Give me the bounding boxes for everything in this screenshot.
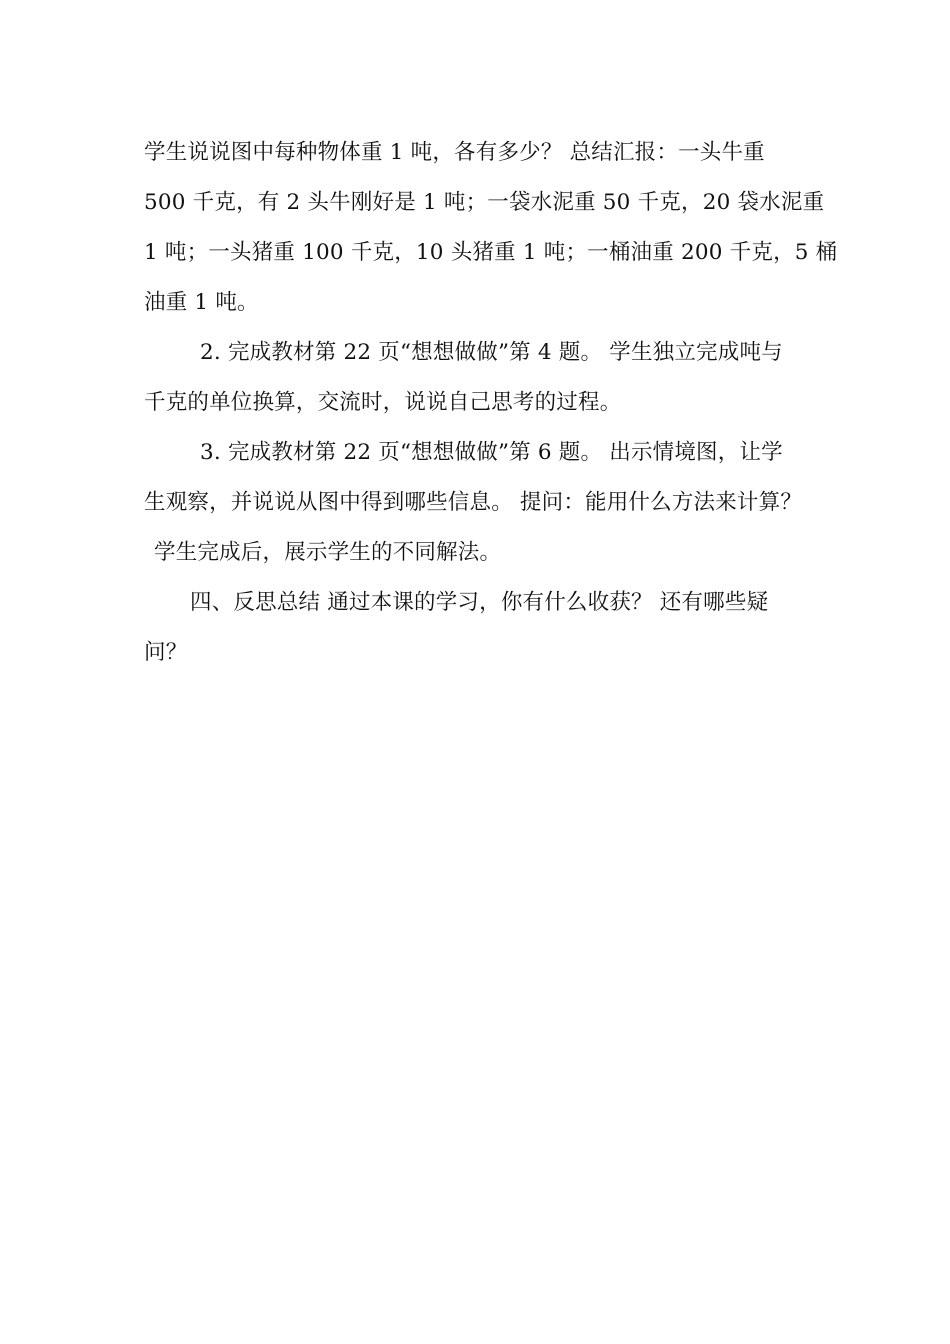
text-line: 学生完成后，展示学生的不同解法。 <box>154 540 502 565</box>
text-line: 千克的单位换算，交流时，说说自己思考的过程。 <box>144 390 622 415</box>
text-line: 油重 1 吨。 <box>144 290 259 315</box>
text-line: 3. 完成教材第 22 页“想想做做”第 6 题。 出示情境图，让学 <box>200 440 783 465</box>
section-heading-line: 四、反思总结 通过本课的学习，你有什么收获？ 还有哪些疑 <box>190 590 769 615</box>
text-line: 1 吨；一头猪重 100 千克，10 头猪重 1 吨；一桶油重 200 千克，5 桶 <box>144 240 838 265</box>
text-line: 学生说说图中每种物体重 1 吨，各有多少？ 总结汇报：一头牛重 <box>144 140 765 165</box>
text-line: 500 千克，有 2 头牛刚好是 1 吨；一袋水泥重 50 千克，20 袋水泥重 <box>144 190 825 215</box>
text-line: 问？ <box>144 640 188 665</box>
text-line: 2. 完成教材第 22 页“想想做做”第 4 题。 学生独立完成吨与 <box>200 340 783 365</box>
text-line: 生观察，并说说从图中得到哪些信息。 提问：能用什么方法来计算？ <box>144 490 803 515</box>
document-body <box>144 128 838 678</box>
